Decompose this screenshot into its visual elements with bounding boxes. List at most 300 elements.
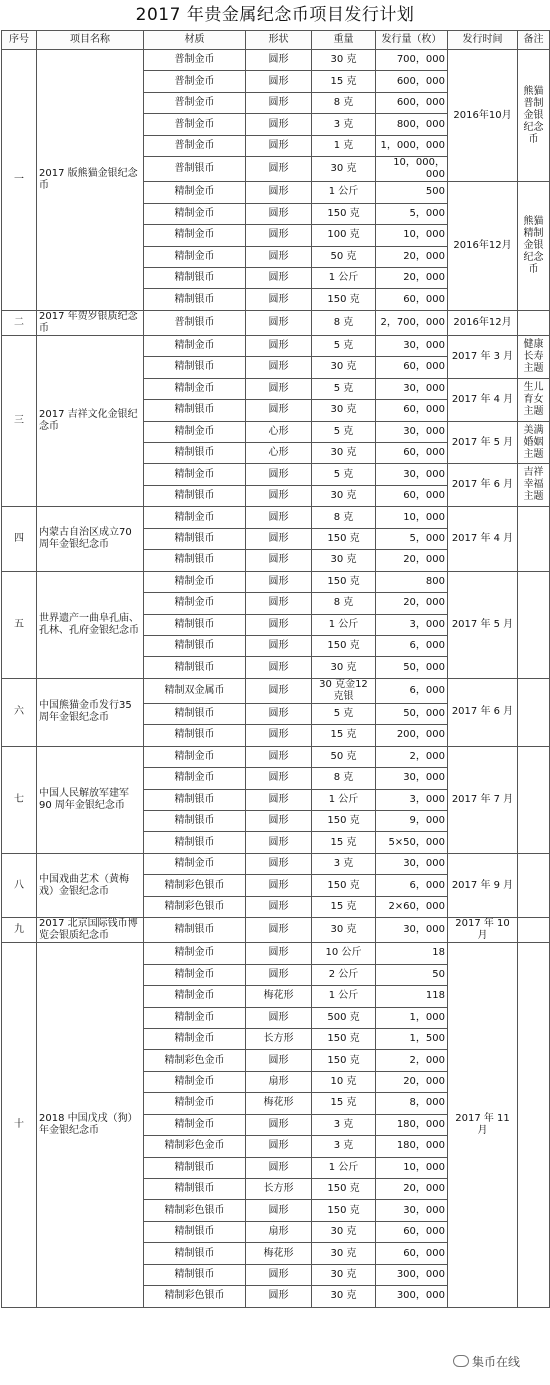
cell-weight: 150 克: [312, 528, 376, 549]
watermark: [450, 1352, 523, 1371]
cell-material: 精制银币: [144, 789, 246, 810]
cell-remarks: 生儿育女主题: [518, 378, 550, 421]
cell-weight: 15 克: [312, 896, 376, 917]
cell-material: 普制金币: [144, 92, 246, 113]
cell-weight: 500 克: [312, 1007, 376, 1028]
cell-weight: 3 克: [312, 853, 376, 874]
cell-material: 精制金币: [144, 746, 246, 767]
cell-remarks: [518, 746, 550, 853]
cell-material: 普制金币: [144, 114, 246, 135]
cell-project-name: 中国熊猫金币发行35 周年金银纪念币: [37, 678, 144, 746]
cell-index: 八: [2, 853, 37, 917]
cell-shape: 圆形: [246, 267, 312, 288]
cell-weight: 30 克: [312, 443, 376, 464]
col-header-weight: 重量: [312, 31, 376, 50]
cell-mintage: 20，000: [376, 246, 448, 267]
cell-mintage: 180，000: [376, 1114, 448, 1135]
cell-issue-date: 2017 年 6 月: [448, 678, 518, 746]
cell-weight: 150 克: [312, 203, 376, 224]
cell-shape: 圆形: [246, 635, 312, 656]
cell-material: 精制金币: [144, 986, 246, 1007]
cell-weight: 30 克: [312, 1221, 376, 1242]
cell-weight: 150 克: [312, 635, 376, 656]
cell-material: 精制彩色金币: [144, 1136, 246, 1157]
cell-mintage: 9，000: [376, 811, 448, 832]
cell-shape: 圆形: [246, 832, 312, 853]
cell-shape: 梅花形: [246, 986, 312, 1007]
cell-weight: 5 克: [312, 703, 376, 724]
cell-project-name: 2017 吉祥文化金银纪念币: [37, 335, 144, 507]
cell-mintage: 800，000: [376, 114, 448, 135]
cell-material: 精制彩色银币: [144, 875, 246, 896]
cell-shape: 圆形: [246, 182, 312, 203]
cell-material: 精制银币: [144, 1264, 246, 1285]
cell-issue-date: 2017 年 11 月: [448, 943, 518, 1307]
cell-remarks: [518, 310, 550, 335]
cell-shape: 圆形: [246, 157, 312, 182]
cell-weight: 30 克: [312, 1286, 376, 1307]
cell-material: 精制金币: [144, 593, 246, 614]
cell-remarks: [518, 678, 550, 746]
cell-material: 精制金币: [144, 1028, 246, 1049]
cell-mintage: 60，000: [376, 485, 448, 506]
cell-weight: 30 克: [312, 918, 376, 943]
cell-weight: 5 克: [312, 335, 376, 356]
cell-material: 精制银币: [144, 657, 246, 678]
cell-shape: 圆形: [246, 703, 312, 724]
col-header-project-name: 项目名称: [37, 31, 144, 50]
cell-weight: 1 公斤: [312, 267, 376, 288]
cell-material: 普制金币: [144, 71, 246, 92]
cell-shape: 圆形: [246, 335, 312, 356]
cell-shape: 圆形: [246, 768, 312, 789]
cell-shape: 圆形: [246, 1050, 312, 1071]
cell-weight: 8 克: [312, 593, 376, 614]
cell-mintage: 30，000: [376, 464, 448, 485]
cell-material: 精制银币: [144, 357, 246, 378]
cell-remarks: 熊猫精制金银纪念币: [518, 182, 550, 311]
cell-issue-date: 2017 年 5 月: [448, 421, 518, 464]
cell-material: 精制银币: [144, 811, 246, 832]
cell-weight: 1 公斤: [312, 986, 376, 1007]
cell-shape: 圆形: [246, 50, 312, 71]
cell-mintage: 20，000: [376, 550, 448, 571]
cell-weight: 5 克: [312, 421, 376, 442]
cell-mintage: 60，000: [376, 443, 448, 464]
cell-weight: 5 克: [312, 378, 376, 399]
cell-issue-date: 2017 年 4 月: [448, 507, 518, 571]
cell-material: 精制彩色银币: [144, 1286, 246, 1307]
cell-material: 精制金币: [144, 464, 246, 485]
cell-material: 普制银币: [144, 310, 246, 335]
cell-material: 精制银币: [144, 443, 246, 464]
cell-material: 精制金币: [144, 203, 246, 224]
cell-weight: 8 克: [312, 92, 376, 113]
cell-material: 普制金币: [144, 135, 246, 156]
cell-material: 精制金币: [144, 335, 246, 356]
cell-remarks: 健康长寿主题: [518, 335, 550, 378]
cell-shape: 圆形: [246, 1200, 312, 1221]
cell-mintage: 6，000: [376, 875, 448, 896]
cell-material: 精制银币: [144, 485, 246, 506]
cell-material: 精制彩色银币: [144, 896, 246, 917]
cell-weight: 1 公斤: [312, 1157, 376, 1178]
cell-project-name: 2017 北京国际钱币博览会银质纪念币: [37, 918, 144, 943]
cell-index: 二: [2, 310, 37, 335]
cell-mintage: 2×60，000: [376, 896, 448, 917]
cell-mintage: 50: [376, 964, 448, 985]
cell-mintage: 5，000: [376, 528, 448, 549]
cell-project-name: 2018 中国戊戌（狗）年金银纪念币: [37, 943, 144, 1307]
cell-mintage: 5×50，000: [376, 832, 448, 853]
cell-shape: 圆形: [246, 485, 312, 506]
cell-weight: 30 克: [312, 485, 376, 506]
cell-material: 精制银币: [144, 267, 246, 288]
cell-mintage: 30，000: [376, 768, 448, 789]
cell-shape: 圆形: [246, 203, 312, 224]
cell-weight: 15 克: [312, 725, 376, 746]
cell-material: 精制金币: [144, 571, 246, 592]
cell-remarks: 美满婚姻主题: [518, 421, 550, 464]
cell-shape: 圆形: [246, 114, 312, 135]
cell-material: 精制金币: [144, 1093, 246, 1114]
cell-remarks: [518, 853, 550, 917]
cell-mintage: 10，000: [376, 1157, 448, 1178]
cell-mintage: 60，000: [376, 400, 448, 421]
col-header-remarks: 备注: [518, 31, 550, 50]
cell-mintage: 3，000: [376, 614, 448, 635]
cell-material: 精制银币: [144, 918, 246, 943]
cell-mintage: 20，000: [376, 593, 448, 614]
header-row: [2, 31, 550, 50]
cell-material: 精制金币: [144, 1114, 246, 1135]
cell-weight: 30 克: [312, 657, 376, 678]
cell-shape: 圆形: [246, 246, 312, 267]
cell-material: 精制金币: [144, 421, 246, 442]
cell-weight: 8 克: [312, 507, 376, 528]
cell-issue-date: 2017 年 5 月: [448, 571, 518, 678]
wechat-icon: [453, 1355, 469, 1367]
cell-index: 一: [2, 50, 37, 311]
cell-shape: 长方形: [246, 1028, 312, 1049]
cell-weight: 1 公斤: [312, 614, 376, 635]
cell-index: 七: [2, 746, 37, 853]
cell-weight: 30 克: [312, 357, 376, 378]
cell-shape: 扇形: [246, 1221, 312, 1242]
cell-weight: 30 克: [312, 1243, 376, 1264]
cell-mintage: 10，000，000: [376, 157, 448, 182]
cell-mintage: 300，000: [376, 1286, 448, 1307]
issuance-plan-table: [1, 30, 550, 1308]
cell-material: 精制金币: [144, 1007, 246, 1028]
table-row: [2, 571, 550, 592]
cell-shape: 圆形: [246, 853, 312, 874]
table-row: [2, 746, 550, 767]
cell-issue-date: 2017 年 7 月: [448, 746, 518, 853]
cell-weight: 3 克: [312, 114, 376, 135]
cell-mintage: 300，000: [376, 1264, 448, 1285]
cell-weight: 50 克: [312, 746, 376, 767]
cell-shape: 圆形: [246, 657, 312, 678]
cell-weight: 3 克: [312, 1114, 376, 1135]
cell-weight: 150 克: [312, 1179, 376, 1200]
cell-weight: 10 克: [312, 1071, 376, 1092]
cell-weight: 15 克: [312, 832, 376, 853]
cell-weight: 8 克: [312, 768, 376, 789]
cell-mintage: 2，000: [376, 1050, 448, 1071]
cell-mintage: 6，000: [376, 635, 448, 656]
cell-issue-date: 2017 年 9 月: [448, 853, 518, 917]
cell-weight: 150 克: [312, 289, 376, 310]
cell-material: 精制金币: [144, 768, 246, 789]
cell-shape: 心形: [246, 421, 312, 442]
cell-mintage: 20，000: [376, 1179, 448, 1200]
cell-project-name: 世界遗产一曲阜孔庙、孔林、孔府金银纪念币: [37, 571, 144, 678]
cell-material: 精制金币: [144, 246, 246, 267]
cell-mintage: 700，000: [376, 50, 448, 71]
page-title: 2017 年贵金属纪念币项目发行计划: [135, 5, 415, 25]
watermark-text: 集币在线: [472, 1355, 521, 1369]
cell-shape: 圆形: [246, 378, 312, 399]
cell-mintage: 2，000: [376, 746, 448, 767]
cell-issue-date: 2016年12月: [448, 310, 518, 335]
cell-mintage: 30，000: [376, 1200, 448, 1221]
cell-project-name: 中国戏曲艺术（黄梅戏）金银纪念币: [37, 853, 144, 917]
cell-weight: 150 克: [312, 811, 376, 832]
cell-mintage: 2，700，000: [376, 310, 448, 335]
cell-material: 精制金币: [144, 1071, 246, 1092]
col-header-issue-date: 发行时间: [448, 31, 518, 50]
cell-shape: 圆形: [246, 71, 312, 92]
cell-mintage: 600，000: [376, 92, 448, 113]
cell-mintage: 10，000: [376, 507, 448, 528]
cell-weight: 1 克: [312, 135, 376, 156]
cell-issue-date: 2017 年 4 月: [448, 378, 518, 421]
cell-material: 精制金币: [144, 378, 246, 399]
cell-remarks: 熊猫普制金银纪念币: [518, 50, 550, 182]
cell-shape: 圆形: [246, 1157, 312, 1178]
cell-shape: 圆形: [246, 725, 312, 746]
cell-material: 精制彩色金币: [144, 1050, 246, 1071]
cell-shape: 圆形: [246, 1264, 312, 1285]
cell-issue-date: 2017 年 3 月: [448, 335, 518, 378]
cell-issue-date: 2016年12月: [448, 182, 518, 311]
cell-weight: 15 克: [312, 1093, 376, 1114]
cell-mintage: 60，000: [376, 1221, 448, 1242]
cell-project-name: 内蒙古自治区成立70 周年金银纪念币: [37, 507, 144, 571]
cell-mintage: 180，000: [376, 1136, 448, 1157]
cell-remarks: [518, 943, 550, 1307]
cell-shape: 圆形: [246, 289, 312, 310]
cell-shape: 圆形: [246, 875, 312, 896]
cell-index: 五: [2, 571, 37, 678]
cell-shape: 圆形: [246, 135, 312, 156]
cell-remarks: [518, 918, 550, 943]
cell-material: 精制金币: [144, 943, 246, 964]
cell-shape: 扇形: [246, 1071, 312, 1092]
cell-mintage: 1，000: [376, 1007, 448, 1028]
cell-material: 精制彩色银币: [144, 1200, 246, 1221]
table-row: [2, 335, 550, 356]
cell-weight: 30 克: [312, 550, 376, 571]
cell-index: 十: [2, 943, 37, 1307]
cell-mintage: 30，000: [376, 378, 448, 399]
cell-mintage: 18: [376, 943, 448, 964]
cell-weight: 150 克: [312, 1028, 376, 1049]
cell-weight: 150 克: [312, 1050, 376, 1071]
cell-mintage: 3，000: [376, 789, 448, 810]
cell-material: 精制银币: [144, 528, 246, 549]
cell-shape: 圆形: [246, 811, 312, 832]
cell-mintage: 30，000: [376, 918, 448, 943]
cell-mintage: 10，000: [376, 225, 448, 246]
table-row: [2, 918, 550, 943]
cell-weight: 2 公斤: [312, 964, 376, 985]
cell-weight: 150 克: [312, 875, 376, 896]
cell-weight: 30 克: [312, 157, 376, 182]
cell-shape: 圆形: [246, 1114, 312, 1135]
cell-material: 精制银币: [144, 550, 246, 571]
cell-weight: 3 克: [312, 1136, 376, 1157]
cell-mintage: 1，000，000: [376, 135, 448, 156]
cell-shape: 梅花形: [246, 1093, 312, 1114]
cell-shape: 长方形: [246, 1179, 312, 1200]
cell-remarks: 吉祥幸福主题: [518, 464, 550, 507]
cell-weight: 150 克: [312, 1200, 376, 1221]
cell-mintage: 6，000: [376, 678, 448, 703]
cell-issue-date: 2016年10月: [448, 50, 518, 182]
cell-shape: 圆形: [246, 400, 312, 421]
cell-shape: 圆形: [246, 614, 312, 635]
cell-shape: 圆形: [246, 92, 312, 113]
cell-project-name: 中国人民解放军建军 90 周年金银纪念币: [37, 746, 144, 853]
cell-index: 六: [2, 678, 37, 746]
table-row: [2, 507, 550, 528]
cell-material: 精制银币: [144, 400, 246, 421]
cell-weight: 30 克: [312, 1264, 376, 1285]
cell-material: 精制银币: [144, 289, 246, 310]
cell-material: 精制双金属币: [144, 678, 246, 703]
cell-mintage: 60，000: [376, 289, 448, 310]
cell-issue-date: 2017 年 6 月: [448, 464, 518, 507]
cell-index: 三: [2, 335, 37, 507]
cell-shape: 圆形: [246, 225, 312, 246]
cell-mintage: 8，000: [376, 1093, 448, 1114]
cell-mintage: 60，000: [376, 1243, 448, 1264]
cell-shape: 圆形: [246, 1136, 312, 1157]
cell-material: 精制银币: [144, 1243, 246, 1264]
cell-mintage: 30，000: [376, 421, 448, 442]
col-header-material: 材质: [144, 31, 246, 50]
cell-project-name: 2017 版熊猫金银纪念币: [37, 50, 144, 311]
col-header-shape: 形状: [246, 31, 312, 50]
table-row: [2, 943, 550, 964]
cell-mintage: 5，000: [376, 203, 448, 224]
cell-material: 精制银币: [144, 725, 246, 746]
cell-weight: 15 克: [312, 71, 376, 92]
col-header-index: 序号: [2, 31, 37, 50]
cell-material: 精制金币: [144, 182, 246, 203]
cell-mintage: 20，000: [376, 267, 448, 288]
cell-mintage: 600，000: [376, 71, 448, 92]
cell-issue-date: 2017 年 10 月: [448, 918, 518, 943]
cell-shape: 圆形: [246, 964, 312, 985]
cell-weight: 1 公斤: [312, 789, 376, 810]
cell-material: 精制银币: [144, 703, 246, 724]
cell-shape: 圆形: [246, 746, 312, 767]
cell-material: 精制银币: [144, 832, 246, 853]
cell-material: 普制金币: [144, 50, 246, 71]
cell-weight: 150 克: [312, 571, 376, 592]
cell-material: 精制金币: [144, 507, 246, 528]
cell-shape: 圆形: [246, 896, 312, 917]
cell-shape: 圆形: [246, 310, 312, 335]
cell-material: 精制金币: [144, 853, 246, 874]
cell-shape: 梅花形: [246, 1243, 312, 1264]
cell-shape: 圆形: [246, 1286, 312, 1307]
col-header-mintage: 发行量（枚）: [376, 31, 448, 50]
cell-shape: 圆形: [246, 464, 312, 485]
cell-remarks: [518, 507, 550, 571]
cell-material: 精制银币: [144, 1179, 246, 1200]
table-row: [2, 678, 550, 703]
cell-shape: 圆形: [246, 789, 312, 810]
cell-material: 精制银币: [144, 1221, 246, 1242]
cell-index: 九: [2, 918, 37, 943]
cell-shape: 圆形: [246, 678, 312, 703]
cell-shape: 圆形: [246, 593, 312, 614]
cell-mintage: 50，000: [376, 657, 448, 678]
table-row: [2, 310, 550, 335]
cell-mintage: 800: [376, 571, 448, 592]
cell-shape: 圆形: [246, 1007, 312, 1028]
cell-weight: 30 克金12 克银: [312, 678, 376, 703]
cell-material: 精制金币: [144, 964, 246, 985]
cell-remarks: [518, 571, 550, 678]
cell-mintage: 20，000: [376, 1071, 448, 1092]
cell-mintage: 60，000: [376, 357, 448, 378]
cell-shape: 圆形: [246, 943, 312, 964]
cell-shape: 圆形: [246, 550, 312, 571]
cell-weight: 8 克: [312, 310, 376, 335]
cell-mintage: 1，500: [376, 1028, 448, 1049]
table-row: [2, 853, 550, 874]
cell-material: 普制银币: [144, 157, 246, 182]
cell-shape: 圆形: [246, 571, 312, 592]
cell-material: 精制金币: [144, 225, 246, 246]
cell-shape: 圆形: [246, 507, 312, 528]
cell-mintage: 30，000: [376, 853, 448, 874]
table-body: [2, 50, 550, 1308]
cell-mintage: 50，000: [376, 703, 448, 724]
cell-weight: 10 公斤: [312, 943, 376, 964]
cell-shape: 圆形: [246, 918, 312, 943]
cell-mintage: 500: [376, 182, 448, 203]
cell-mintage: 30，000: [376, 335, 448, 356]
cell-shape: 心形: [246, 443, 312, 464]
cell-shape: 圆形: [246, 528, 312, 549]
cell-project-name: 2017 年贺岁银质纪念币: [37, 310, 144, 335]
cell-weight: 30 克: [312, 400, 376, 421]
cell-material: 精制银币: [144, 1157, 246, 1178]
cell-material: 精制银币: [144, 614, 246, 635]
cell-material: 精制银币: [144, 635, 246, 656]
cell-weight: 5 克: [312, 464, 376, 485]
cell-shape: 圆形: [246, 357, 312, 378]
cell-weight: 100 克: [312, 225, 376, 246]
cell-mintage: 118: [376, 986, 448, 1007]
table-row: [2, 50, 550, 71]
